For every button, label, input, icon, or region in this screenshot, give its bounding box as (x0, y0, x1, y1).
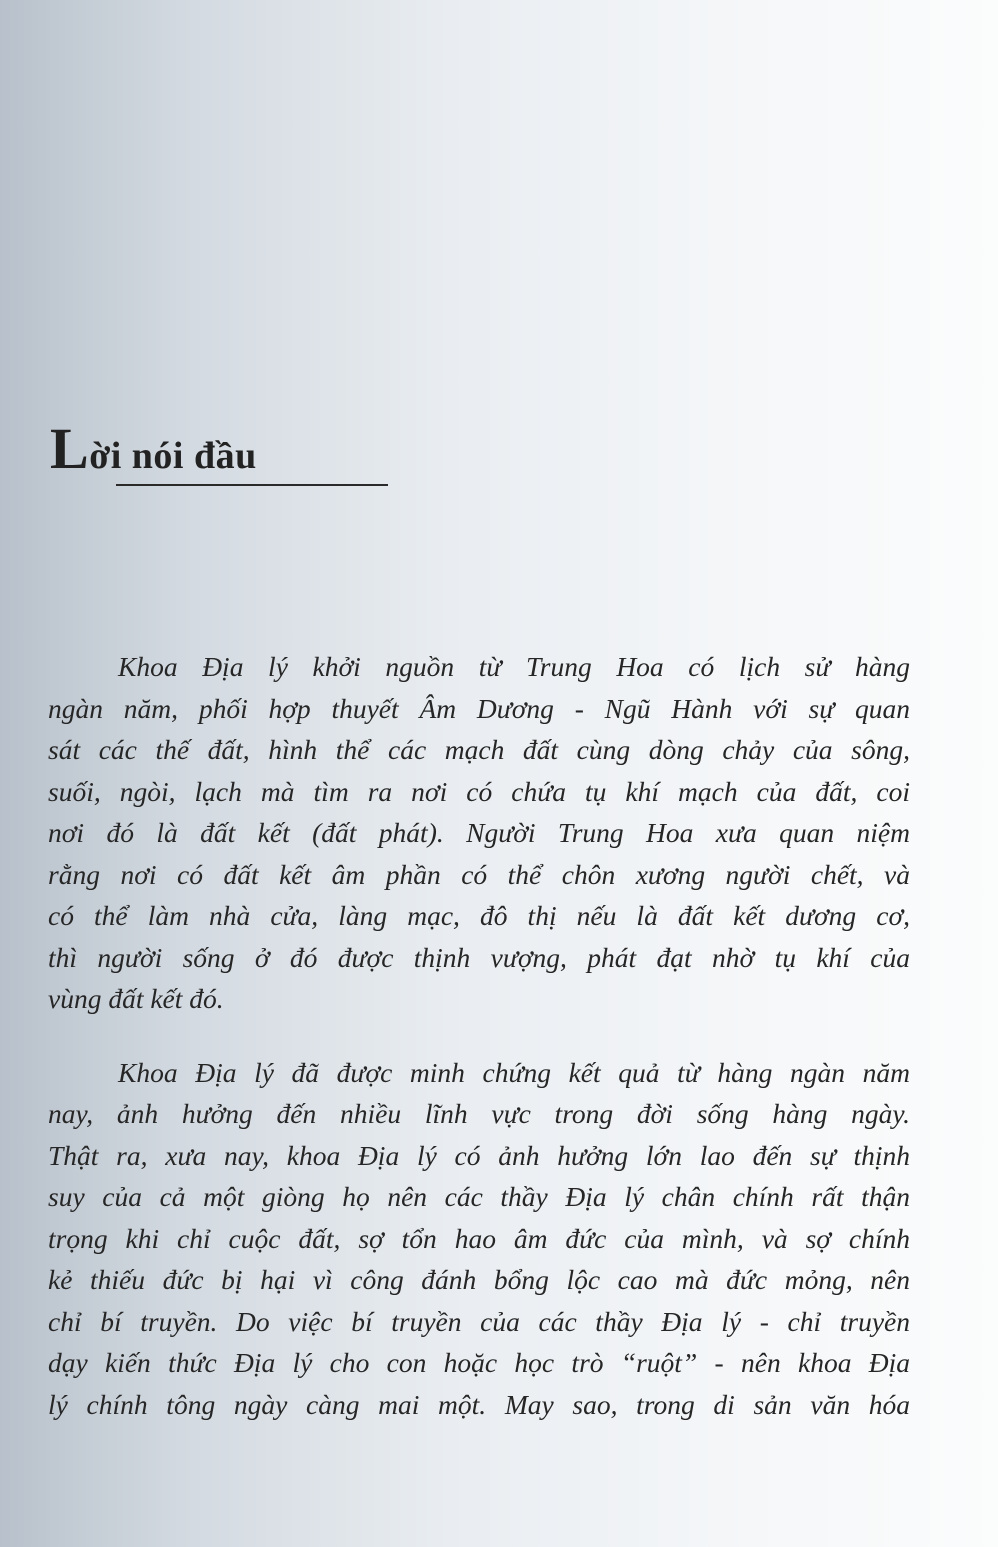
paragraph-2-line: chỉ bí truyền. Do việc bí truyền của các thầy Địa lý - chỉ truyền (48, 1305, 910, 1337)
paragraph-1-line: ngàn năm, phối hợp thuyết Âm Dương - Ngũ Hành với sự quan (48, 692, 910, 724)
paragraph-1-line: rằng nơi có đất kết âm phần có thể chôn xương người chết, và (48, 858, 910, 890)
paragraph-1-line: sát các thế đất, hình thể các mạch đất cùng dòng chảy của sông, (48, 734, 910, 765)
body-text (48, 646, 910, 1425)
chapter-heading (50, 416, 257, 481)
paragraph-1-line: suối, ngòi, lạch mà tìm ra nơi có chứa tụ khí mạch của đất, coi (48, 775, 910, 807)
paragraph-gap (118, 1020, 910, 1052)
paragraph-1-line: có thể làm nhà cửa, làng mạc, đô thị nếu là đất kết dương cơ, (48, 900, 910, 931)
heading-rest: ời nói đầu (89, 435, 257, 477)
heading-drop-letter: L (50, 416, 90, 481)
paragraph-2-line: Thật ra, xưa nay, khoa Địa lý có ảnh hưởng lớn lao đến sự thịnh (48, 1139, 910, 1171)
paragraph-2-line: suy của cả một giòng họ nên các thầy Địa lý chân chính rất thận (48, 1181, 910, 1212)
paragraph-1-line: thì người sống ở đó được thịnh vượng, phát đạt nhờ tụ khí của (48, 941, 910, 973)
paragraph-2-line: lý chính tông ngày càng mai một. May sao, trong di sản văn hóa (48, 1388, 910, 1420)
paragraph-1-line: Khoa Địa lý khởi nguồn từ Trung Hoa có lịch sử hàng (118, 651, 910, 682)
paragraph-1-line: nơi đó là đất kết (đất phát). Người Trung Hoa xưa quan niệm (48, 817, 910, 848)
paragraph-2-line: nay, ảnh hưởng đến nhiều lĩnh vực trong đời sống hàng ngày. (48, 1098, 910, 1129)
paragraph-2-line: dạy kiến thức Địa lý cho con hoặc học trò “ruột” - nên khoa Địa (48, 1347, 910, 1378)
heading-underline (116, 484, 388, 486)
paragraph-2-line: Khoa Địa lý đã được minh chứng kết quả từ hàng ngàn năm (118, 1056, 910, 1088)
paragraph-1-line: vùng đất kết đó. (48, 983, 224, 1014)
paragraph-2-line: kẻ thiếu đức bị hại vì công đánh bổng lộc cao mà đức mỏng, nên (48, 1264, 910, 1295)
paragraph-2-line: trọng khi chỉ cuộc đất, sợ tổn hao âm đức của mình, và sợ chính (48, 1222, 910, 1254)
